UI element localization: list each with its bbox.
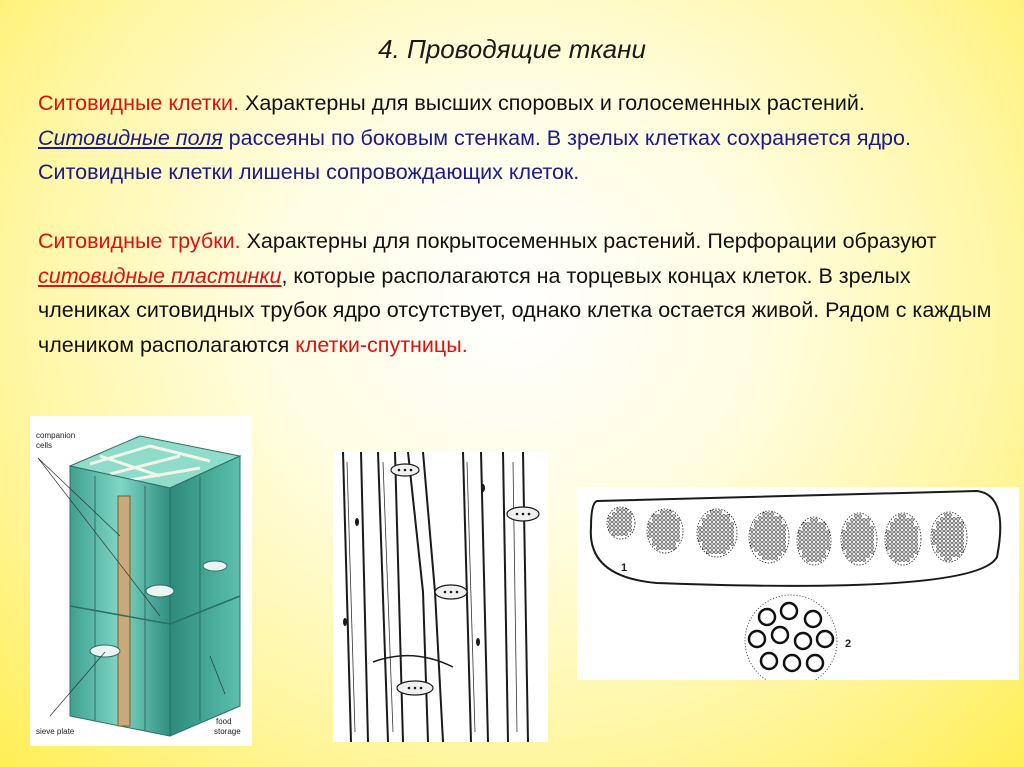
label-food-storage-1: food	[216, 717, 232, 726]
paragraph1-text2: рассеяны по боковым стенкам. В зрелых клетках сохраняется ядро. Ситовидные клетки лишены сопровождающих клеток.	[38, 125, 911, 184]
label-number-2: 2	[845, 638, 852, 650]
label-food-storage-2: storage	[214, 727, 241, 736]
sieve-tube-illustration	[30, 416, 252, 746]
paragraph-sieve-tubes	[38, 224, 998, 362]
term-sieve-cells: Ситовидные клетки.	[38, 91, 240, 115]
label-companion-cells-2: cells	[36, 441, 53, 450]
paragraph2-text1: Характерны для покрытосеменных растений. Перфорации образуют	[240, 229, 937, 253]
sieve-tube-drawing	[333, 452, 548, 742]
paragraph-sieve-cells	[38, 86, 998, 190]
label-companion-cells-1: companion	[36, 431, 76, 440]
term-sieve-tubes: Ситовидные трубки.	[38, 229, 241, 253]
term-sieve-fields: Ситовидные поля	[38, 125, 223, 150]
paragraph2-text2: , которые располагаются на торцевых концах клеток. В зрелых члениках ситовидных трубок ядро отсутствует, однако клетка остается живой. Рядом с каждым члеником располагаются	[38, 263, 992, 357]
label-sieve-plate: sieve plate	[36, 727, 75, 736]
term-sieve-plates: ситовидные пластинки	[38, 263, 282, 288]
slide-title: 4. Проводящие ткани	[378, 34, 646, 64]
sieve-plate-diagram	[577, 487, 1019, 680]
label-number-1: 1	[621, 562, 628, 574]
paragraph1-text1: Характерны для высших споровых и голосеменных растений.	[239, 91, 865, 115]
term-companion-cells: клетки-спутницы.	[295, 332, 468, 357]
